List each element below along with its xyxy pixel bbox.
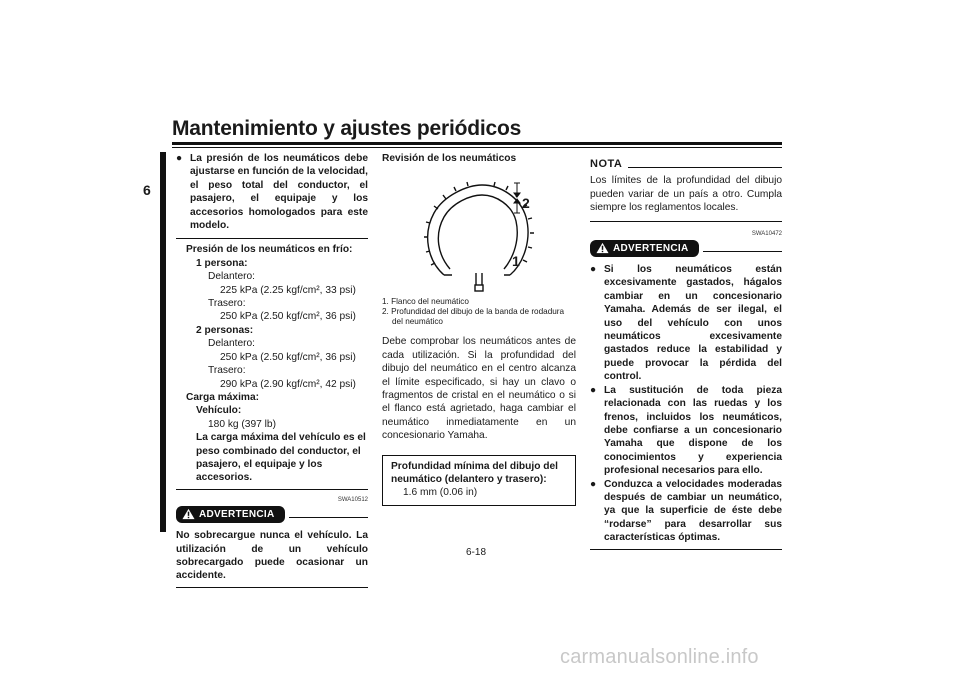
page-number: 6-18 (466, 547, 487, 558)
column-middle (382, 152, 576, 506)
note-header (590, 158, 782, 171)
column-left (176, 152, 368, 588)
title-rule-thin (172, 147, 782, 148)
tire-check-heading: Revisión de los neumáticos (382, 153, 517, 164)
warning-code: SWA10472 (751, 230, 782, 237)
tire-figure (382, 169, 576, 297)
front-pressure-2: 250 kPa (2.50 kgf/cm², 36 psi) (220, 351, 356, 363)
bullet-icon: ● (590, 478, 597, 490)
note-end-rule (590, 221, 782, 222)
warning-text: No sobrecargue nunca el vehículo. La utilización de un vehículo sobrecargado puede ocasionar un accidente. (176, 530, 368, 582)
warning-end-rule (176, 587, 368, 588)
warning-end-rule (590, 549, 782, 550)
warning-header (590, 240, 782, 257)
warning-rule (289, 517, 368, 518)
warning-rule (703, 251, 782, 252)
warning-bullet-text: Conduzca a velocidades moderadas después de cambiar un neumático, ya que la superficie de éste debe “rodarse” para desarrollar sus características óptimas. (604, 478, 782, 544)
column-right (590, 152, 782, 550)
bullet-icon: ● (176, 153, 183, 164)
max-load-title: Carga máxima: (186, 391, 260, 403)
bullet-icon: ● (590, 384, 597, 396)
note-text: Los límites de la profundidad del dibujo pueden variar de un país a otro. Cumpla siempre los reglamentos locales. (590, 175, 782, 214)
vehicle-label: Vehículo: (196, 405, 242, 417)
warning-label: ADVERTENCIA (613, 242, 689, 254)
title-rule (172, 142, 782, 145)
page-title: Mantenimiento y ajustes periódicos (172, 117, 522, 140)
rear-label-2: Trasero: (208, 365, 246, 377)
warning-bullet (590, 263, 782, 384)
depth-spec-value: 1.6 mm (0.06 in) (403, 487, 478, 499)
front-pressure-1: 225 kPa (2.25 kgf/cm², 33 psi) (220, 284, 356, 296)
figure-caption-2: 2. Profundidad del dibujo de la banda de rodadura del neumático (382, 307, 565, 327)
warning-header (176, 506, 368, 523)
front-label-2: Delantero: (208, 338, 256, 350)
watermark: carmanualsonline.info (560, 646, 759, 668)
warning-label: ADVERTENCIA (199, 508, 275, 520)
figure-caption-1: 1. Flanco del neumático (382, 297, 469, 307)
warning-bullets (590, 263, 782, 545)
warning-bullet (590, 478, 782, 545)
pressure-spec-title: Presión de los neumáticos en frío: (186, 244, 353, 256)
warning-bullet-text: La sustitución de toda pieza relacionada con las ruedas y los frenos, incluidos los neumáticos, debe confiarse a un concesionario Yamaha que dispone de los conocimientos y experiencia profesional necesarios para ello. (604, 384, 782, 477)
rear-label: Trasero: (208, 298, 246, 310)
rear-pressure-1: 250 kPa (2.50 kgf/cm², 36 psi) (220, 311, 356, 323)
divider (176, 489, 368, 490)
tire-check-body: Debe comprobar los neumáticos antes de cada utilización. Si la profundidad del dibujo del neumático en el centro alcanza el límite especificado, si hay un clavo o fragmentos de cristal en el neumático o si el flanco está agrietado, haga cambiar el neumático inmediatamente en un concesionario Yamaha. (382, 336, 576, 442)
front-label: Delantero: (208, 271, 256, 283)
pressure-bullet (176, 152, 368, 232)
warning-bullet (590, 384, 782, 478)
vehicle-value: 180 kg (397 lb) (208, 418, 276, 430)
figure-callout-1: 1 (512, 253, 520, 270)
figure-callout-2: 2 (522, 195, 530, 212)
one-person-label: 1 persona: (196, 257, 248, 269)
note-label: NOTA (590, 158, 623, 170)
depth-spec-title: Profundidad mínima del dibujo del neumático (delantero y trasero): (391, 460, 558, 486)
tire-diagram (382, 169, 576, 297)
pressure-bullet-text: La presión de los neumáticos debe ajustarse en función de la velocidad, el peso total del conductor, el pasajero, el equipaje y los accesorios homologados para este modelo. (190, 153, 368, 232)
max-load-note: La carga máxima del vehículo es el peso combinado del conductor, el pasajero, el equipaje y los accesorios. (196, 432, 366, 484)
chapter-tab-bar (160, 152, 166, 532)
warning-badge (590, 240, 699, 257)
chapter-number: 6 (143, 182, 151, 198)
warning-triangle-icon (596, 242, 609, 254)
warning-bullet-text: Si los neumáticos están excesivamente gastados, hágalos cambiar en un concesionario Yamaha. Además de ser ilegal, el uso del vehículo con unos neumáticos excesivamente gastados reduce la estabilidad y puede provocar la pérdida del control. (604, 264, 782, 383)
rear-pressure-2: 290 kPa (2.90 kgf/cm², 42 psi) (220, 378, 356, 390)
bullet-icon: ● (590, 264, 597, 276)
depth-spec-box (382, 455, 576, 506)
warning-code: SWA10512 (337, 496, 368, 503)
pressure-spec-block (176, 239, 368, 488)
warning-triangle-icon (182, 508, 195, 520)
two-persons-label: 2 personas: (196, 324, 254, 336)
note-rule (628, 167, 782, 168)
warning-badge (176, 506, 285, 523)
